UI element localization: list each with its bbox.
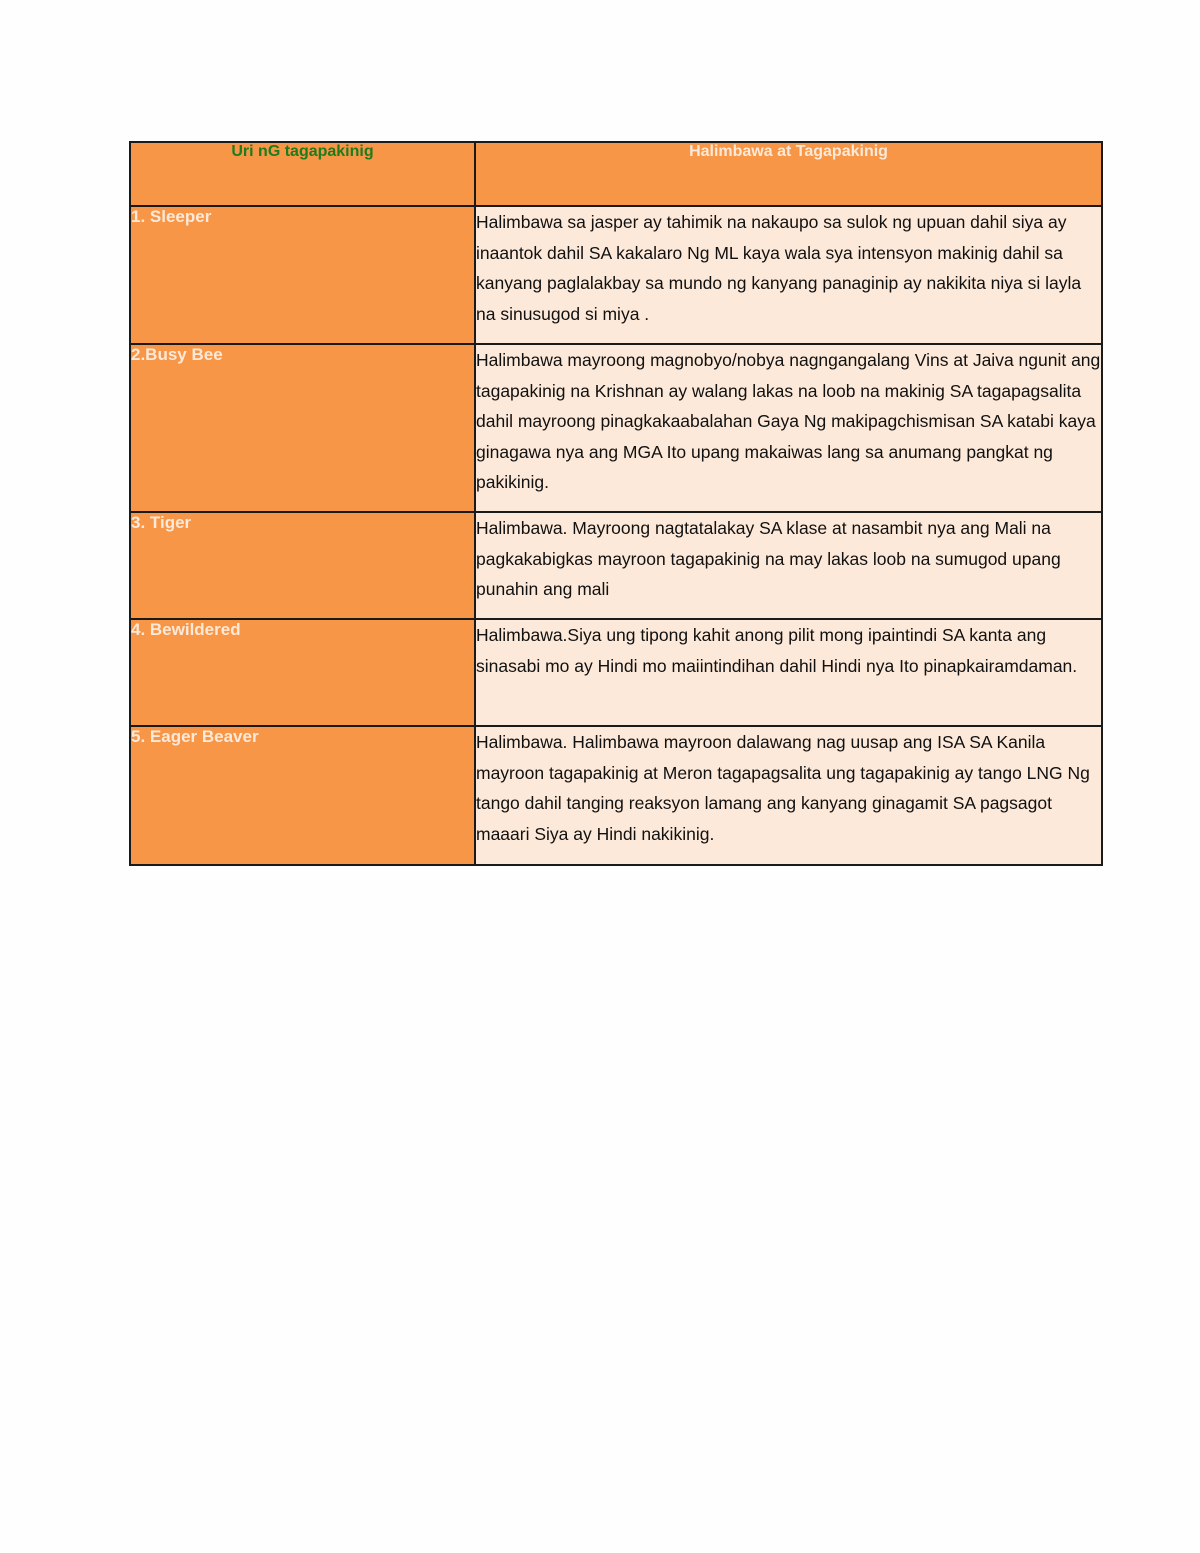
example-cell: Halimbawa mayroong magnobyo/nobya nagngangalang Vins at Jaiva ngunit ang tagapakinig na Krishnan ay walang lakas na loob na makinig SA tagapagsalita dahil mayroong pinagkakaabalahan Gaya Ng makipagchismisan SA katabi kaya ginagawa nya ang MGA Ito upang makaiwas lang sa anumang pangkat ng pakikinig. (475, 344, 1102, 512)
table-row (130, 206, 1102, 344)
table-row (130, 619, 1102, 726)
example-cell: Halimbawa. Mayroong nagtatalakay SA klase at nasambit nya ang Mali na pagkakabigkas mayroon tagapakinig na may lakas loob na sumugod upang punahin ang mali (475, 512, 1102, 619)
type-cell: 2.Busy Bee (130, 344, 475, 512)
example-cell: Halimbawa. Halimbawa mayroon dalawang nag uusap ang ISA SA Kanila mayroon tagapakinig at Meron tagapagsalita ung tagapakinig ay tango LNG Ng tango dahil tanging reaksyon lamang ang kanyang ginagamit SA pagsagot maaari Siya ay Hindi nakikinig. (475, 726, 1102, 865)
header-type (130, 142, 475, 206)
table-row (130, 344, 1102, 512)
example-cell: Halimbawa sa jasper ay tahimik na nakaupo sa sulok ng upuan dahil siya ay inaantok dahil SA kakalaro Ng ML kaya wala sya intensyon makinig dahil sa kanyang paglalakbay sa mundo ng kanyang panaginip ay nakikita niya si layla na sinusugod si miya . (475, 206, 1102, 344)
header-type-label: Uri nG tagapakinig (231, 143, 374, 160)
type-cell: 5. Eager Beaver (130, 726, 475, 865)
header-example-label: Halimbawa at Tagapakinig (689, 143, 888, 160)
header-example (475, 142, 1102, 206)
listener-types-table (129, 141, 1103, 866)
type-cell: 1. Sleeper (130, 206, 475, 344)
type-cell: 4. Bewildered (130, 619, 475, 726)
table-row (130, 726, 1102, 865)
table-header-row (130, 142, 1102, 206)
example-cell: Halimbawa.Siya ung tipong kahit anong pilit mong ipaintindi SA kanta ang sinasabi mo ay Hindi mo maiintindihan dahil Hindi nya Ito pinapkairamdaman. (475, 619, 1102, 726)
table-row (130, 512, 1102, 619)
type-cell: 3. Tiger (130, 512, 475, 619)
